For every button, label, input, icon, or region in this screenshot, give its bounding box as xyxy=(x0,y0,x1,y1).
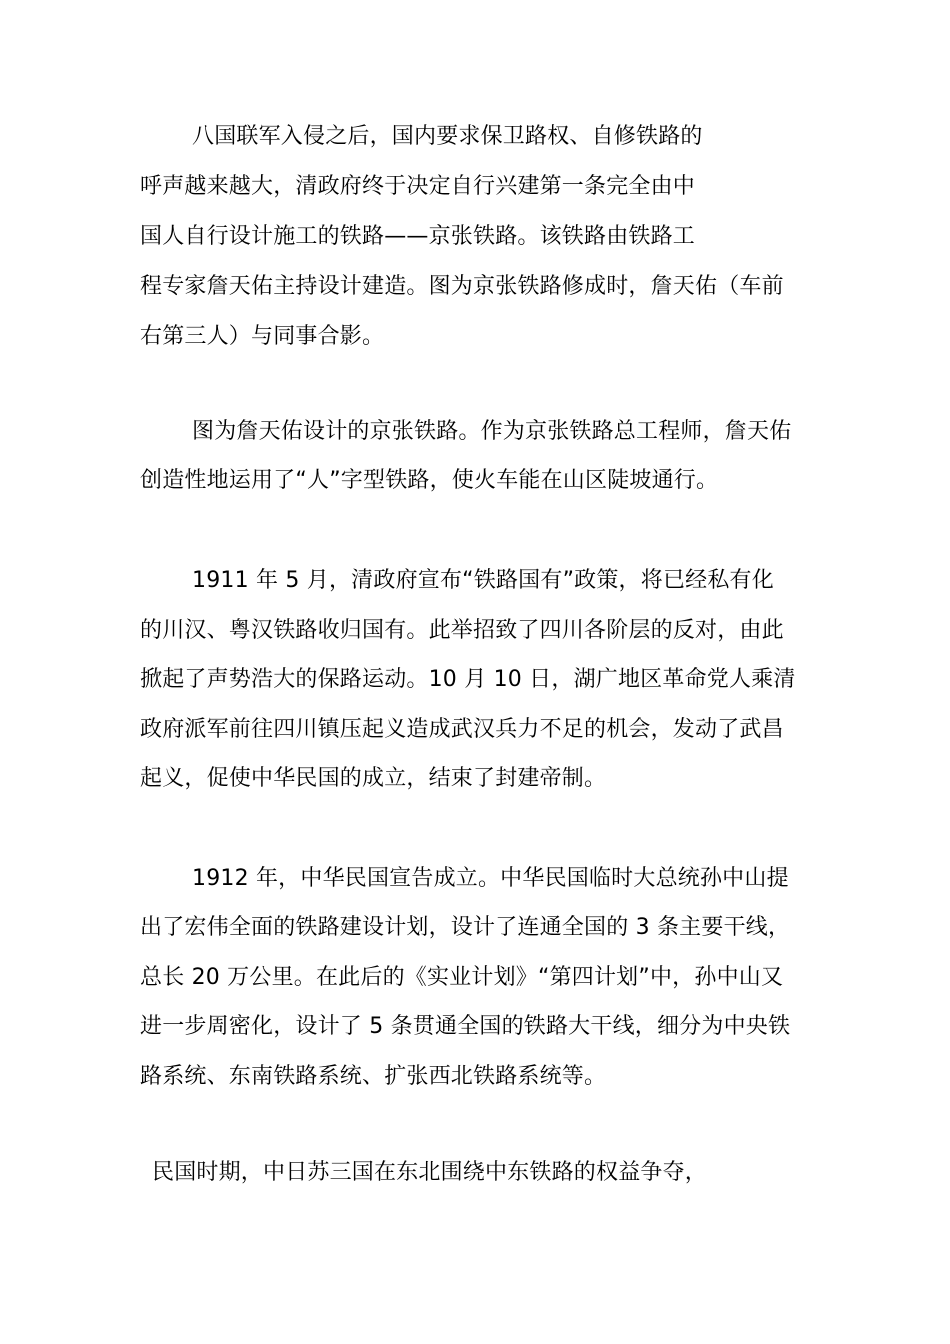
text-line: 图为詹天佑设计的京张铁路。作为京张铁路总工程师，詹天佑 xyxy=(192,419,792,444)
text-line: 1912 年，中华民国宣告成立。中华民国临时大总统孙中山提 xyxy=(192,866,789,891)
text-line: 总长 20 万公里。在此后的《实业计划》“第四计划”中，孙中山又 xyxy=(140,965,784,990)
text-line: 程专家詹天佑主持设计建造。图为京张铁路修成时，詹天佑（车前 xyxy=(140,274,784,299)
text-line: 创造性地运用了“人”字型铁路，使火车能在山区陡坡通行。 xyxy=(140,468,719,493)
text-line: 政府派军前往四川镇压起义造成武汉兵力不足的机会，发动了武昌 xyxy=(140,717,784,742)
text-line: 右第三人）与同事合影。 xyxy=(140,324,385,349)
text-line: 的川汉、粤汉铁路收归国有。此举招致了四川各阶层的反对，由此 xyxy=(140,618,784,643)
text-line: 八国联军入侵之后，国内要求保卫路权、自修铁路的 xyxy=(192,124,703,149)
text-line: 出了宏伟全面的铁路建设计划，设计了连通全国的 3 条主要干线， xyxy=(140,915,791,940)
text-line: 呼声越来越大，清政府终于决定自行兴建第一条完全由中 xyxy=(140,174,696,199)
text-line: 起义，促使中华民国的成立，结束了封建帝制。 xyxy=(140,766,607,791)
text-line: 民国时期，中日苏三国在东北围绕中东铁路的权益争夺， xyxy=(152,1160,708,1185)
text-line: 1911 年 5 月，清政府宣布“铁路国有”政策，将已经私有化 xyxy=(192,568,774,593)
text-line: 国人自行设计施工的铁路——京张铁路。该铁路由铁路工 xyxy=(140,224,696,249)
text-line: 掀起了声势浩大的保路运动。10 月 10 日，湖广地区革命党人乘清 xyxy=(140,667,796,692)
text-line: 进一步周密化，设计了 5 条贯通全国的铁路大干线，细分为中央铁 xyxy=(140,1014,791,1039)
text-line: 路系统、东南铁路系统、扩张西北铁路系统等。 xyxy=(140,1064,607,1089)
